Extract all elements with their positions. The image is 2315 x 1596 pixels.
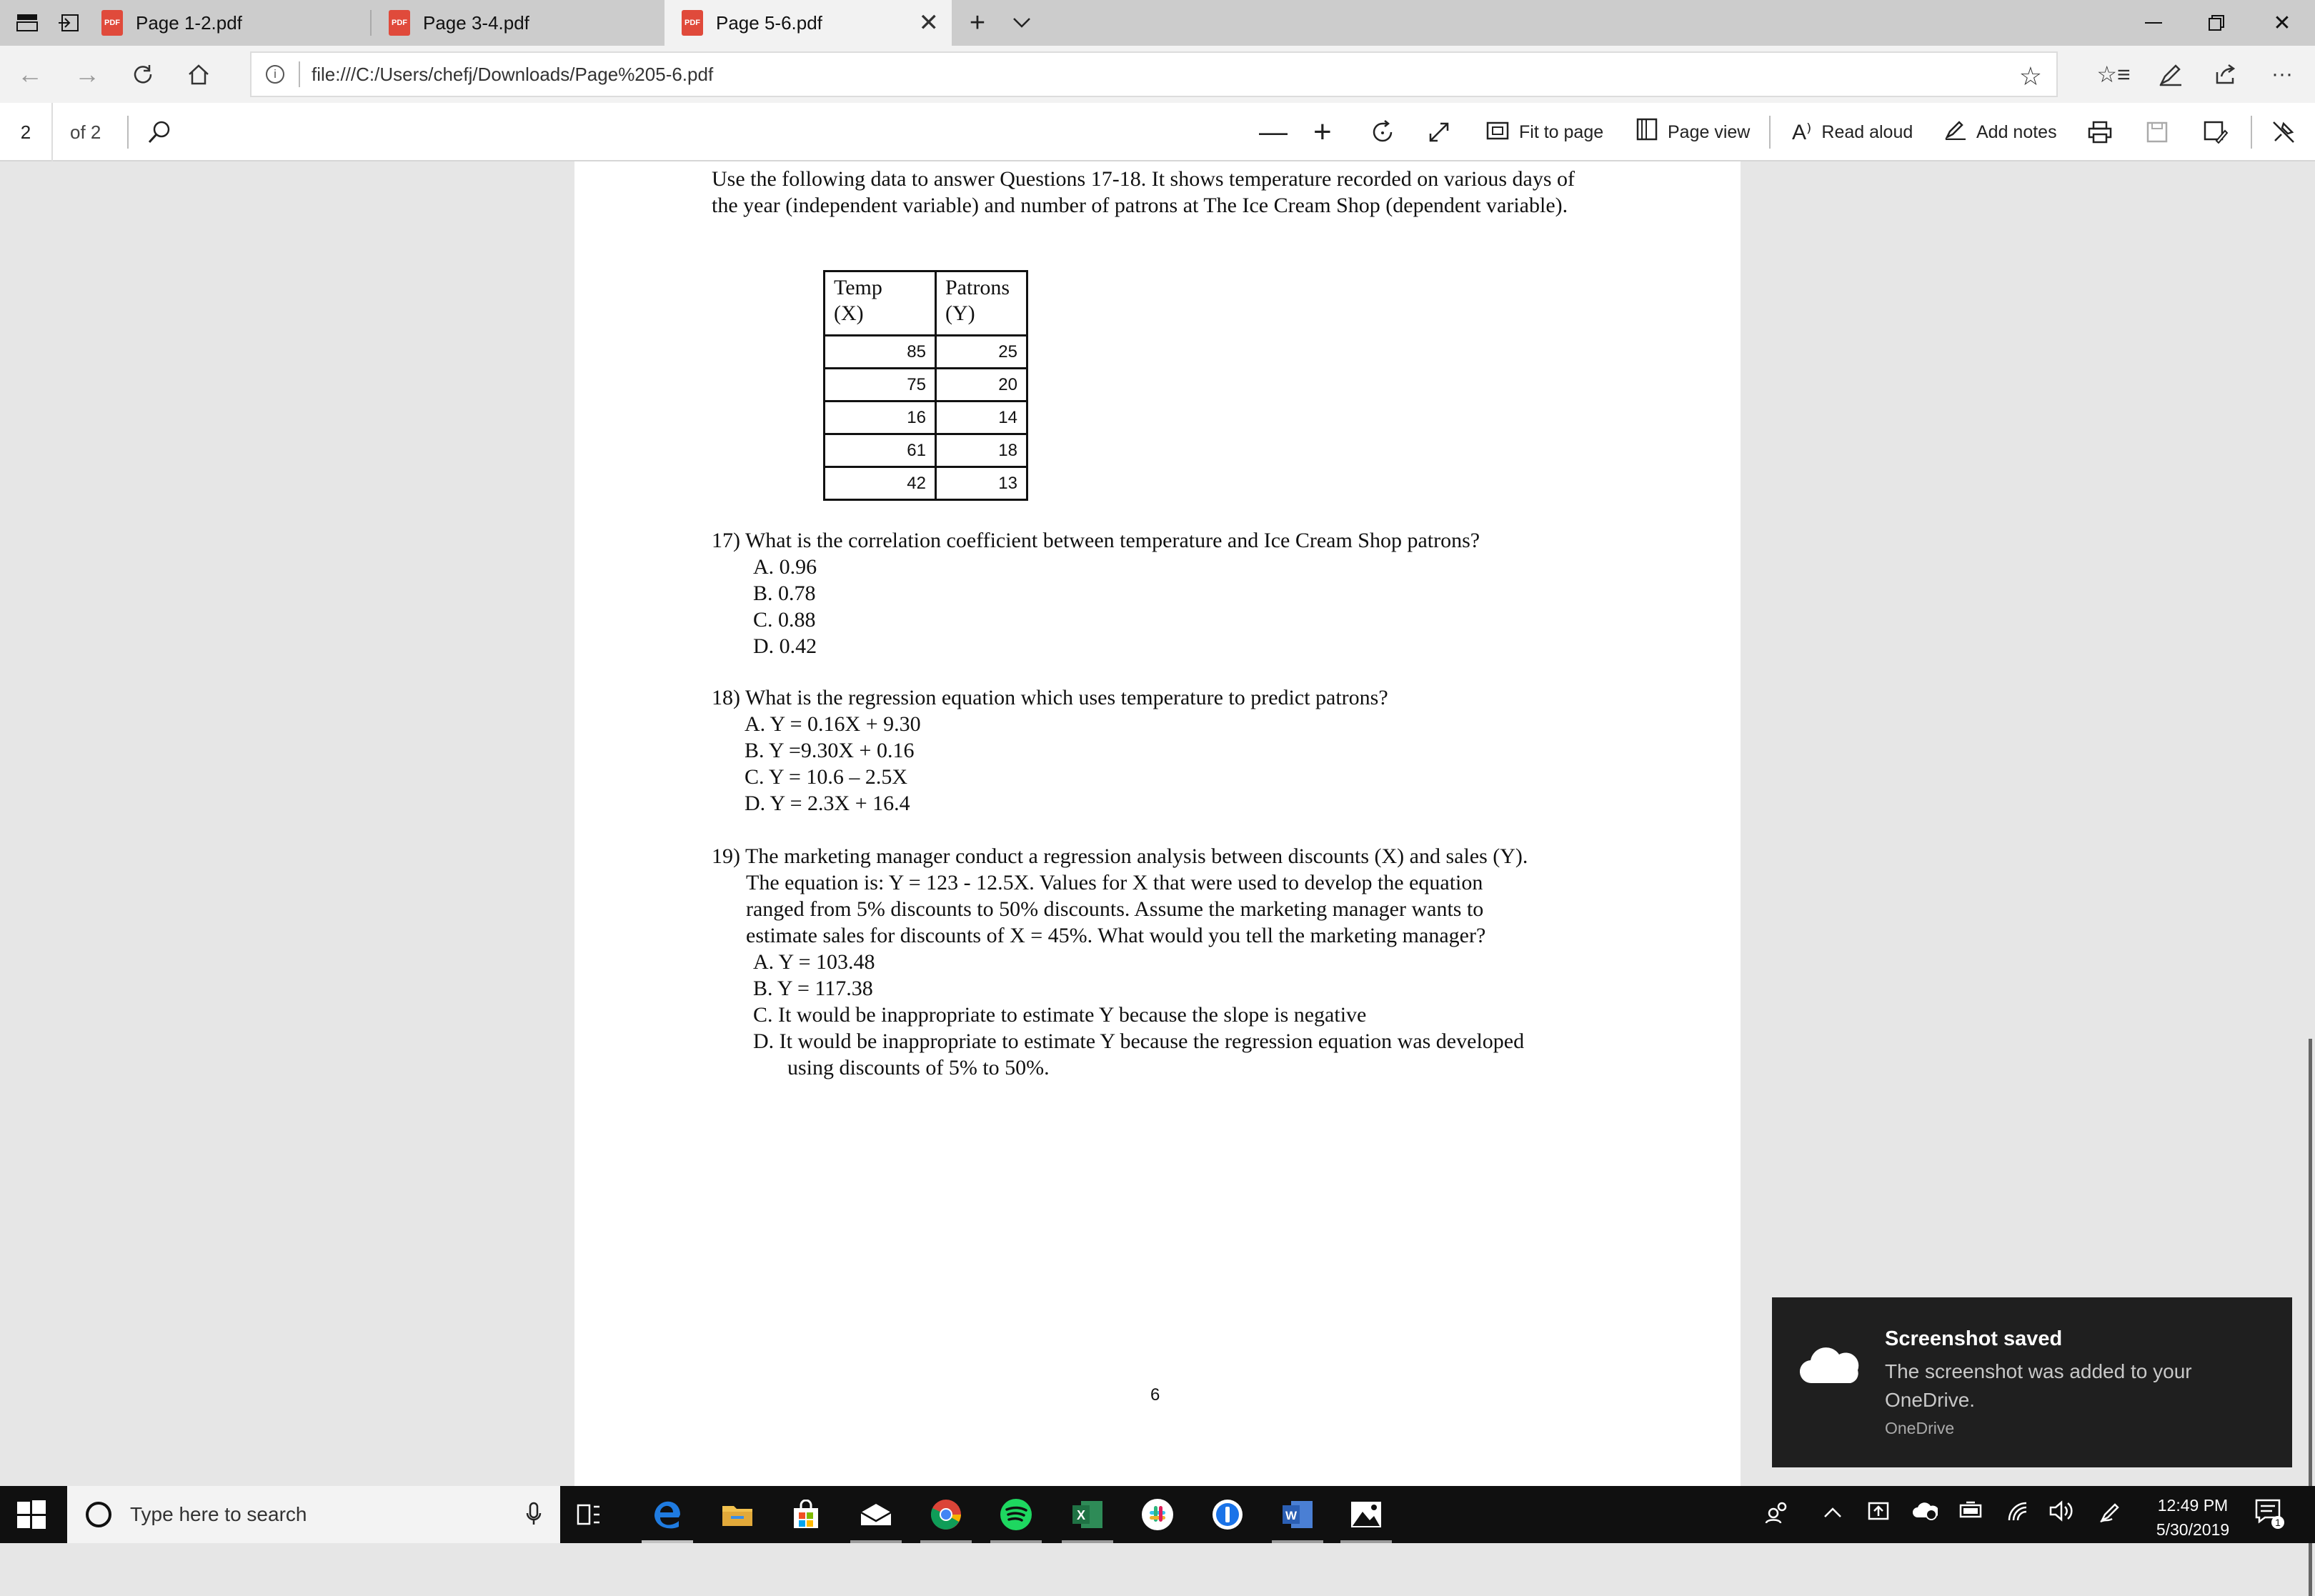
clock[interactable] — [2146, 1493, 2239, 1542]
close-tab-icon[interactable]: ✕ — [918, 9, 939, 36]
address-bar-row — [0, 46, 2315, 103]
page-view-button[interactable] — [1636, 103, 1750, 161]
url-field[interactable] — [250, 51, 2058, 97]
save-as-icon[interactable] — [2204, 103, 2228, 161]
mail-icon[interactable] — [847, 1492, 905, 1537]
read-aloud-label: Read aloud — [1821, 121, 1913, 142]
microsoft-store-icon[interactable] — [777, 1492, 835, 1537]
option-a: A. Y = 0.16X + 9.30 — [745, 712, 921, 736]
toast-title: Screenshot saved — [1885, 1327, 2063, 1350]
read-aloud-button[interactable] — [1792, 103, 1913, 161]
question-19 — [712, 843, 1669, 1081]
data-table — [823, 270, 1028, 501]
tab-bar — [0, 0, 2315, 46]
option-d-continuation: using discounts of 5% to 50%. — [787, 1056, 1050, 1079]
windows-start-icon[interactable] — [17, 1500, 46, 1529]
fit-page-icon — [1486, 119, 1509, 146]
page-view-icon — [1636, 118, 1658, 146]
page-total: of 2 — [70, 121, 101, 143]
word-letter: W — [1285, 1509, 1298, 1522]
favorites-list-icon[interactable]: ☆≡ — [2096, 61, 2131, 87]
forward-arrow-icon[interactable]: → — [74, 59, 100, 89]
onedrive-sync-icon[interactable] — [1912, 1500, 1938, 1525]
pen-workspace-icon[interactable] — [2099, 1500, 2122, 1528]
pen-annotate-icon[interactable] — [2151, 57, 2191, 91]
rotate-icon[interactable] — [1370, 103, 1395, 161]
option-b: B. Y =9.30X + 0.16 — [745, 739, 915, 762]
cell-temp: 75 — [825, 369, 936, 402]
fit-to-page-label: Fit to page — [1519, 121, 1604, 142]
pdf-page — [574, 161, 1741, 1486]
fit-to-page-button[interactable] — [1486, 103, 1603, 161]
back-arrow-icon[interactable]: ← — [17, 59, 43, 89]
cell-temp: 42 — [825, 467, 936, 500]
notification-count: 1 — [2275, 1517, 2281, 1528]
table-row — [825, 369, 1027, 402]
page-view-label: Page view — [1668, 121, 1751, 142]
spotify-icon[interactable] — [987, 1492, 1045, 1537]
option-a: A. 0.96 — [753, 555, 817, 579]
option-a: A. Y = 103.48 — [753, 950, 875, 974]
cell-temp: 61 — [825, 434, 936, 467]
taskbar — [0, 1486, 2315, 1543]
onedrive-cloud-icon — [1798, 1343, 1862, 1386]
set-aside-tabs-icon[interactable] — [54, 10, 83, 36]
tab-label: Page 5-6.pdf — [716, 11, 822, 34]
url-text: file:///C:/Users/chefj/Downloads/Page%205-6.pdf — [312, 63, 714, 85]
edge-browser-icon[interactable] — [639, 1492, 696, 1537]
clock-date: 5/30/2019 — [2156, 1520, 2230, 1539]
search-placeholder: Type here to search — [130, 1503, 307, 1525]
word-icon[interactable] — [1269, 1492, 1326, 1537]
cell-patrons: 14 — [936, 402, 1027, 434]
toast-body: The screenshot was added to your OneDrive. — [1885, 1360, 2192, 1411]
cell-temp: 16 — [825, 402, 936, 434]
clock-time: 12:49 PM — [2157, 1496, 2229, 1515]
pen-icon — [1945, 119, 1966, 146]
option-c: C. It would be inappropriate to estimate Y because the slope is negative — [753, 1003, 1367, 1027]
taskbar-search-box[interactable] — [67, 1486, 560, 1543]
option-b: B. Y = 117.38 — [753, 977, 873, 1000]
table-header-row — [825, 271, 1027, 336]
question-stem-line: ranged from 5% discounts to 50% discounts. Assume the marketing manager wants to — [746, 897, 1484, 921]
search-icon[interactable] — [147, 103, 171, 161]
excel-icon[interactable] — [1059, 1492, 1116, 1537]
info-icon[interactable]: i — [266, 65, 284, 84]
save-icon[interactable] — [2146, 103, 2168, 161]
question-stem: 17) What is the correlation coefficient between temperature and Ice Cream Shop patrons? — [712, 529, 1480, 552]
question-17 — [712, 527, 1641, 659]
home-icon[interactable] — [179, 57, 219, 91]
file-explorer-icon[interactable] — [709, 1492, 766, 1537]
tab-label: Page 3-4.pdf — [423, 11, 529, 34]
question-stem-line: estimate sales for discounts of X = 45%. What would you tell the marketing manager? — [746, 924, 1486, 947]
cell-patrons: 18 — [936, 434, 1027, 467]
fullscreen-icon[interactable] — [1428, 103, 1450, 161]
header-temp: Temp (X) — [825, 271, 936, 336]
option-d: D. 0.42 — [753, 634, 817, 658]
tab-page-5-6[interactable] — [664, 0, 952, 46]
option-d: D. Y = 2.3X + 16.4 — [745, 792, 910, 815]
pdf-file-icon: PDF — [682, 10, 703, 36]
tab-page-3-4[interactable] — [372, 0, 664, 46]
pdf-file-icon: PDF — [389, 10, 410, 36]
wifi-icon[interactable] — [2006, 1500, 2029, 1527]
toast-app-name: OneDrive — [1885, 1419, 1955, 1437]
refresh-icon[interactable] — [123, 57, 163, 91]
show-hidden-icons-chevron-icon[interactable] — [1823, 1500, 1842, 1523]
tab-label: Page 1-2.pdf — [136, 11, 242, 34]
option-c: C. 0.88 — [753, 608, 816, 632]
minimize-icon[interactable] — [2121, 0, 2186, 46]
photos-icon[interactable] — [1338, 1492, 1395, 1537]
table-row — [825, 467, 1027, 500]
question-stem: 19) The marketing manager conduct a regression analysis between discounts (X) and sales (Y). — [712, 844, 1528, 868]
header-patrons: Patrons (Y) — [936, 271, 1027, 336]
pdf-file-icon: PDF — [101, 10, 123, 36]
notification-toast[interactable] — [1772, 1297, 2292, 1467]
print-icon[interactable] — [2088, 103, 2112, 161]
pdf-toolbar — [0, 103, 2315, 161]
microphone-icon[interactable] — [526, 1502, 542, 1532]
add-notes-label: Add notes — [1976, 121, 2057, 142]
option-d: D. It would be inappropriate to estimate Y because the regression equation was developed — [753, 1029, 1525, 1053]
favorite-star-icon[interactable]: ☆ — [2018, 61, 2042, 91]
share-icon[interactable] — [2206, 57, 2246, 91]
current-page-input[interactable]: 2 — [0, 103, 53, 161]
chrome-icon[interactable] — [917, 1492, 975, 1537]
excel-letter: X — [1076, 1508, 1086, 1522]
close-window-icon[interactable]: ✕ — [2273, 11, 2291, 35]
cortana-icon — [86, 1502, 111, 1527]
table-row — [825, 434, 1027, 467]
question-18 — [712, 684, 1641, 817]
tab-page-1-2[interactable] — [84, 0, 372, 46]
slack-icon[interactable] — [1129, 1492, 1186, 1537]
tab-preview-icon[interactable] — [13, 10, 41, 36]
volume-icon[interactable] — [2049, 1500, 2075, 1527]
onepassword-icon[interactable] — [1199, 1492, 1256, 1537]
people-icon[interactable] — [1765, 1500, 1789, 1530]
question-stem-line: The equation is: Y = 123 - 12.5X. Values for X that were used to develop the equation — [746, 871, 1483, 894]
cell-patrons: 25 — [936, 336, 1027, 369]
upload-icon[interactable] — [1868, 1500, 1889, 1527]
new-tab-icon[interactable]: + — [969, 7, 986, 38]
cell-patrons: 20 — [936, 369, 1027, 402]
document-viewer[interactable] — [0, 161, 2315, 1486]
task-view-icon[interactable] — [560, 1492, 617, 1537]
battery-icon[interactable] — [1958, 1500, 1983, 1523]
add-notes-button[interactable] — [1945, 103, 2057, 161]
table-row — [825, 336, 1027, 369]
zoom-in-icon[interactable]: + — [1313, 114, 1332, 149]
action-center-icon[interactable] — [2255, 1499, 2285, 1535]
read-aloud-icon: A⁾ — [1792, 120, 1812, 144]
cell-patrons: 13 — [936, 467, 1027, 500]
restore-icon[interactable] — [2184, 0, 2249, 46]
zoom-out-icon[interactable]: — — [1259, 116, 1288, 148]
cell-temp: 85 — [825, 336, 936, 369]
question-stem: 18) What is the regression equation which uses temperature to predict patrons? — [712, 686, 1388, 709]
option-b: B. 0.78 — [753, 582, 816, 605]
table-row — [825, 402, 1027, 434]
more-menu-icon[interactable]: ··· — [2271, 62, 2293, 86]
intro-paragraph: Use the following data to answer Questions 17-18. It shows temperature recorded on various days of the year (independent variable) and number of patrons at The Ice Cream Shop (dependent variable). — [712, 167, 1575, 217]
page-number: 6 — [1150, 1385, 1160, 1405]
chevron-down-icon[interactable] — [1007, 10, 1036, 36]
unpin-toolbar-icon[interactable] — [2272, 103, 2295, 161]
option-c: C. Y = 10.6 – 2.5X — [745, 765, 908, 789]
